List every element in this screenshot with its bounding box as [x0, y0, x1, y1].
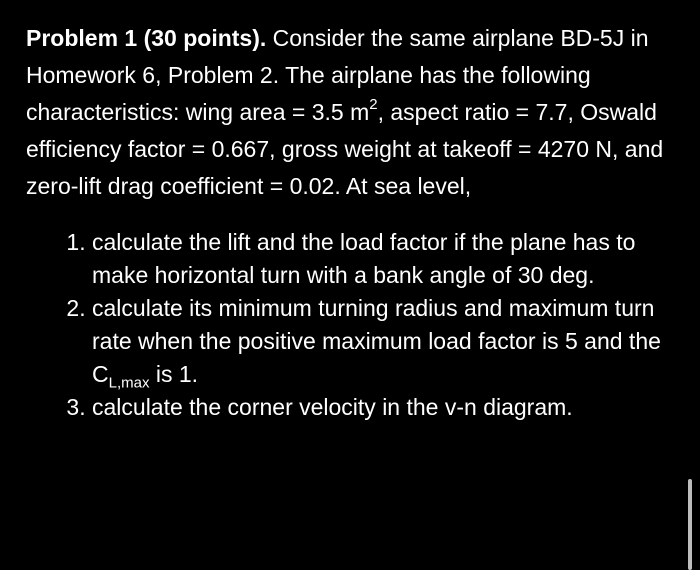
vertical-scrollbar[interactable] — [688, 479, 692, 570]
task-item-1 — [92, 226, 681, 292]
problem-heading: Problem 1 (30 points). — [26, 25, 267, 51]
problem-statement — [26, 20, 681, 205]
task-1-text: calculate the lift and the load factor if the plane has to make horizontal turn with a bank angle of 30 deg. — [92, 229, 636, 288]
cl-max-subscript: L,max — [108, 374, 150, 392]
problem-intro-text-continued: , aspect ratio = 7.7, Oswald efficiency factor = 0.667, gross weight at takeoff = 4270 N, and zero-lift drag coefficient = 0.02. At sea level, — [26, 99, 664, 199]
area-exponent: 2 — [369, 96, 378, 114]
task-2-text: calculate its minimum turning radius and maximum turn rate when the positive maximum load factor is 5 and the C — [92, 295, 661, 387]
problem-document — [26, 20, 681, 424]
task-3-text: calculate the corner velocity in the v-n diagram. — [92, 394, 573, 420]
task-item-2 — [92, 292, 681, 391]
task-list — [26, 226, 681, 424]
task-item-3 — [92, 391, 681, 424]
task-2-text-end: is 1. — [149, 361, 199, 387]
problem-intro-text: Consider the same airplane BD-5J in Homework 6, Problem 2. The airplane has the following characteristics: wing area = 3.5 m — [26, 25, 649, 125]
